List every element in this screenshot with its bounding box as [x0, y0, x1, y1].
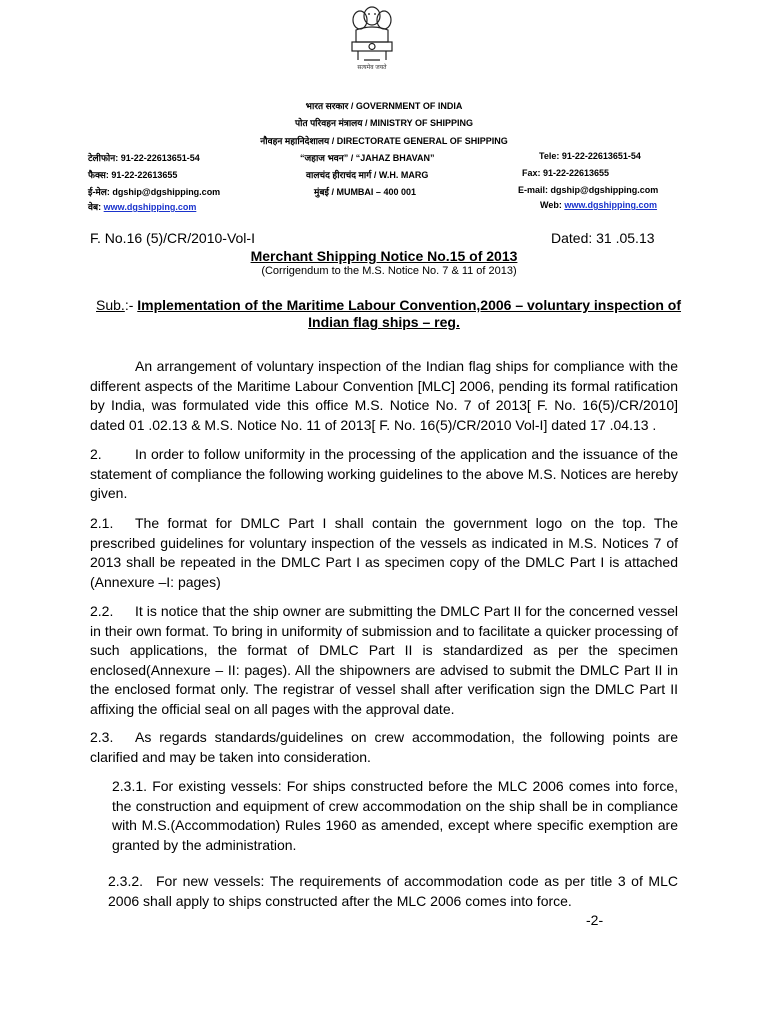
paragraph-2 [90, 445, 678, 504]
right-web-label: Web: [540, 200, 562, 210]
paragraph-2-1-text: The format for DMLC Part I shall contain the government logo on the top. The prescribed guidelines for voluntary inspection of the vessels as indicated in M.S. Notices 7 of 2013 shall be repeated in the DMLC Part I as specimen copy of the DMLC Part I is attached (Annexure –I: pages) [90, 515, 678, 590]
header-government: भारत सरकार / GOVERNMENT OF INDIA [305, 101, 463, 111]
left-web-row [88, 200, 196, 213]
paragraph-2-1 [90, 514, 678, 592]
corrigendum-note: (Corrigendum to the M.S. Notice No. 7 & 11 of 2013) [261, 265, 517, 277]
left-tel: टेलीफोन: 91-22-22613651-54 [88, 153, 200, 163]
paragraph-intro: An arrangement of voluntary inspection of the Indian flag ships for compliance with the different aspects of the Maritime Labour Convention [MLC] 2006, pending its formal ratification by India, was formulated vide this office M.S. Notice No. 7 of 2013[ F. No. 16(5)/CR/2010] dated 01 .02.13 & M.S. Notice No. 11 of 2013[ F. No. 16(5)/CR/2010 Vol-I] dated 17 .04.13 . [90, 358, 678, 433]
paragraph-2-2 [90, 602, 678, 720]
header-directorate: नौवहन महानिदेशालय / DIRECTORATE GENERAL OF SHIPPING [260, 136, 508, 146]
right-email[interactable]: dgship@dgshipping.com [550, 185, 659, 195]
right-web-link[interactable]: www.dgshipping.com [564, 200, 658, 210]
right-email-label: E-mail: [518, 185, 549, 195]
left-fax: फैक्स: 91-22-22613655 [88, 170, 178, 180]
right-email-row [518, 185, 668, 195]
file-number: F. No.16 (5)/CR/2010-Vol-I [90, 230, 255, 246]
subject-label: Sub. [96, 297, 125, 313]
notice-date: Dated: 31 .05.13 [551, 230, 655, 246]
paragraph-2-3-2-text: For new vessels: The requirements of accommodation code as per title 3 of MLC 2006 shall apply to ships constructed after the MLC 2006 comes into force. [108, 873, 678, 909]
paragraph-2-3-2-number: 2.3.2. [108, 873, 144, 889]
paragraph-2-1-number: 2.1. [90, 515, 114, 531]
paragraph-2-3 [90, 728, 678, 767]
left-email-label: ई-मेल: [88, 187, 110, 197]
subject-line-1: Implementation of the Maritime Labour Convention,2006 – voluntary inspection of [137, 297, 682, 313]
paragraph-2-number: 2. [90, 446, 102, 462]
left-email-row [88, 185, 220, 198]
right-tel: Tele: 91-22-22613651-54 [539, 151, 641, 161]
left-email[interactable]: dgship@dgshipping.com [112, 187, 221, 197]
paragraph-2-3-2 [108, 872, 678, 911]
page-marker: -2- [586, 912, 604, 928]
right-web-row [540, 200, 690, 210]
subject-separator: :- [124, 297, 134, 313]
paragraph-2-3-text: As regards standards/guidelines on crew accommodation, the following points are clarified and may be taken into consideration. [90, 729, 678, 765]
subject-block [96, 297, 696, 314]
right-fax: Fax: 91-22-22613655 [522, 168, 610, 178]
center-marg: वालचंद हीराचंद मार्ग / W.H. MARG [306, 170, 429, 180]
header-ministry: पोत परिवहन मंत्रालय / MINISTRY OF SHIPPING [295, 118, 473, 128]
paragraph-2-3-number: 2.3. [90, 729, 114, 745]
left-web-link[interactable]: www.dgshipping.com [103, 202, 197, 212]
left-web-label: वेब: [88, 202, 102, 212]
paragraph-2-3-1 [112, 777, 678, 855]
paragraph-2-3-1-number: 2.3.1. [112, 778, 148, 794]
paragraph-2-2-number: 2.2. [90, 603, 114, 619]
national-emblem-icon [344, 2, 400, 66]
paragraph-2-2-text: It is notice that the ship owner are submitting the DMLC Part II for the concerned vessel in their own format. To bring in uniformity of submission and to facilitate a quicker processing of such applications, the format of DMLC Part II is standardized as per the specimen enclosed(Annexure – II: pages). All the shipowners are advised to submit the DMLC Part II in the enclosed format only. The registrar of vessel shall after verification sign the DMLC Part II affixing the official seal on all pages with the approval date. [90, 603, 678, 717]
paragraph-2-3-1-text: For existing vessels: For ships constructed before the MLC 2006 comes into force, the construction and equipment of crew accommodation on the ship shall be in compliance with M.S.(Accommodation) Rules 1960 as amended, except where specific exemption are granted by the administration. [112, 778, 679, 853]
subject-line-2: Indian flag ships – reg. [308, 314, 460, 330]
paragraph-2-text: In order to follow uniformity in the processing of the application and the issuance of the statement of compliance the following working guidelines to the above M.S. Notices are hereby given. [90, 446, 678, 502]
center-city: मुंबई / MUMBAI – 400 001 [314, 187, 416, 197]
notice-title: Merchant Shipping Notice No.15 of 2013 [250, 248, 518, 264]
emblem-motto: सत्यमेव जयते [357, 65, 387, 71]
center-bhavan: “जहाज भवन” / “JAHAZ BHAVAN” [300, 153, 435, 163]
